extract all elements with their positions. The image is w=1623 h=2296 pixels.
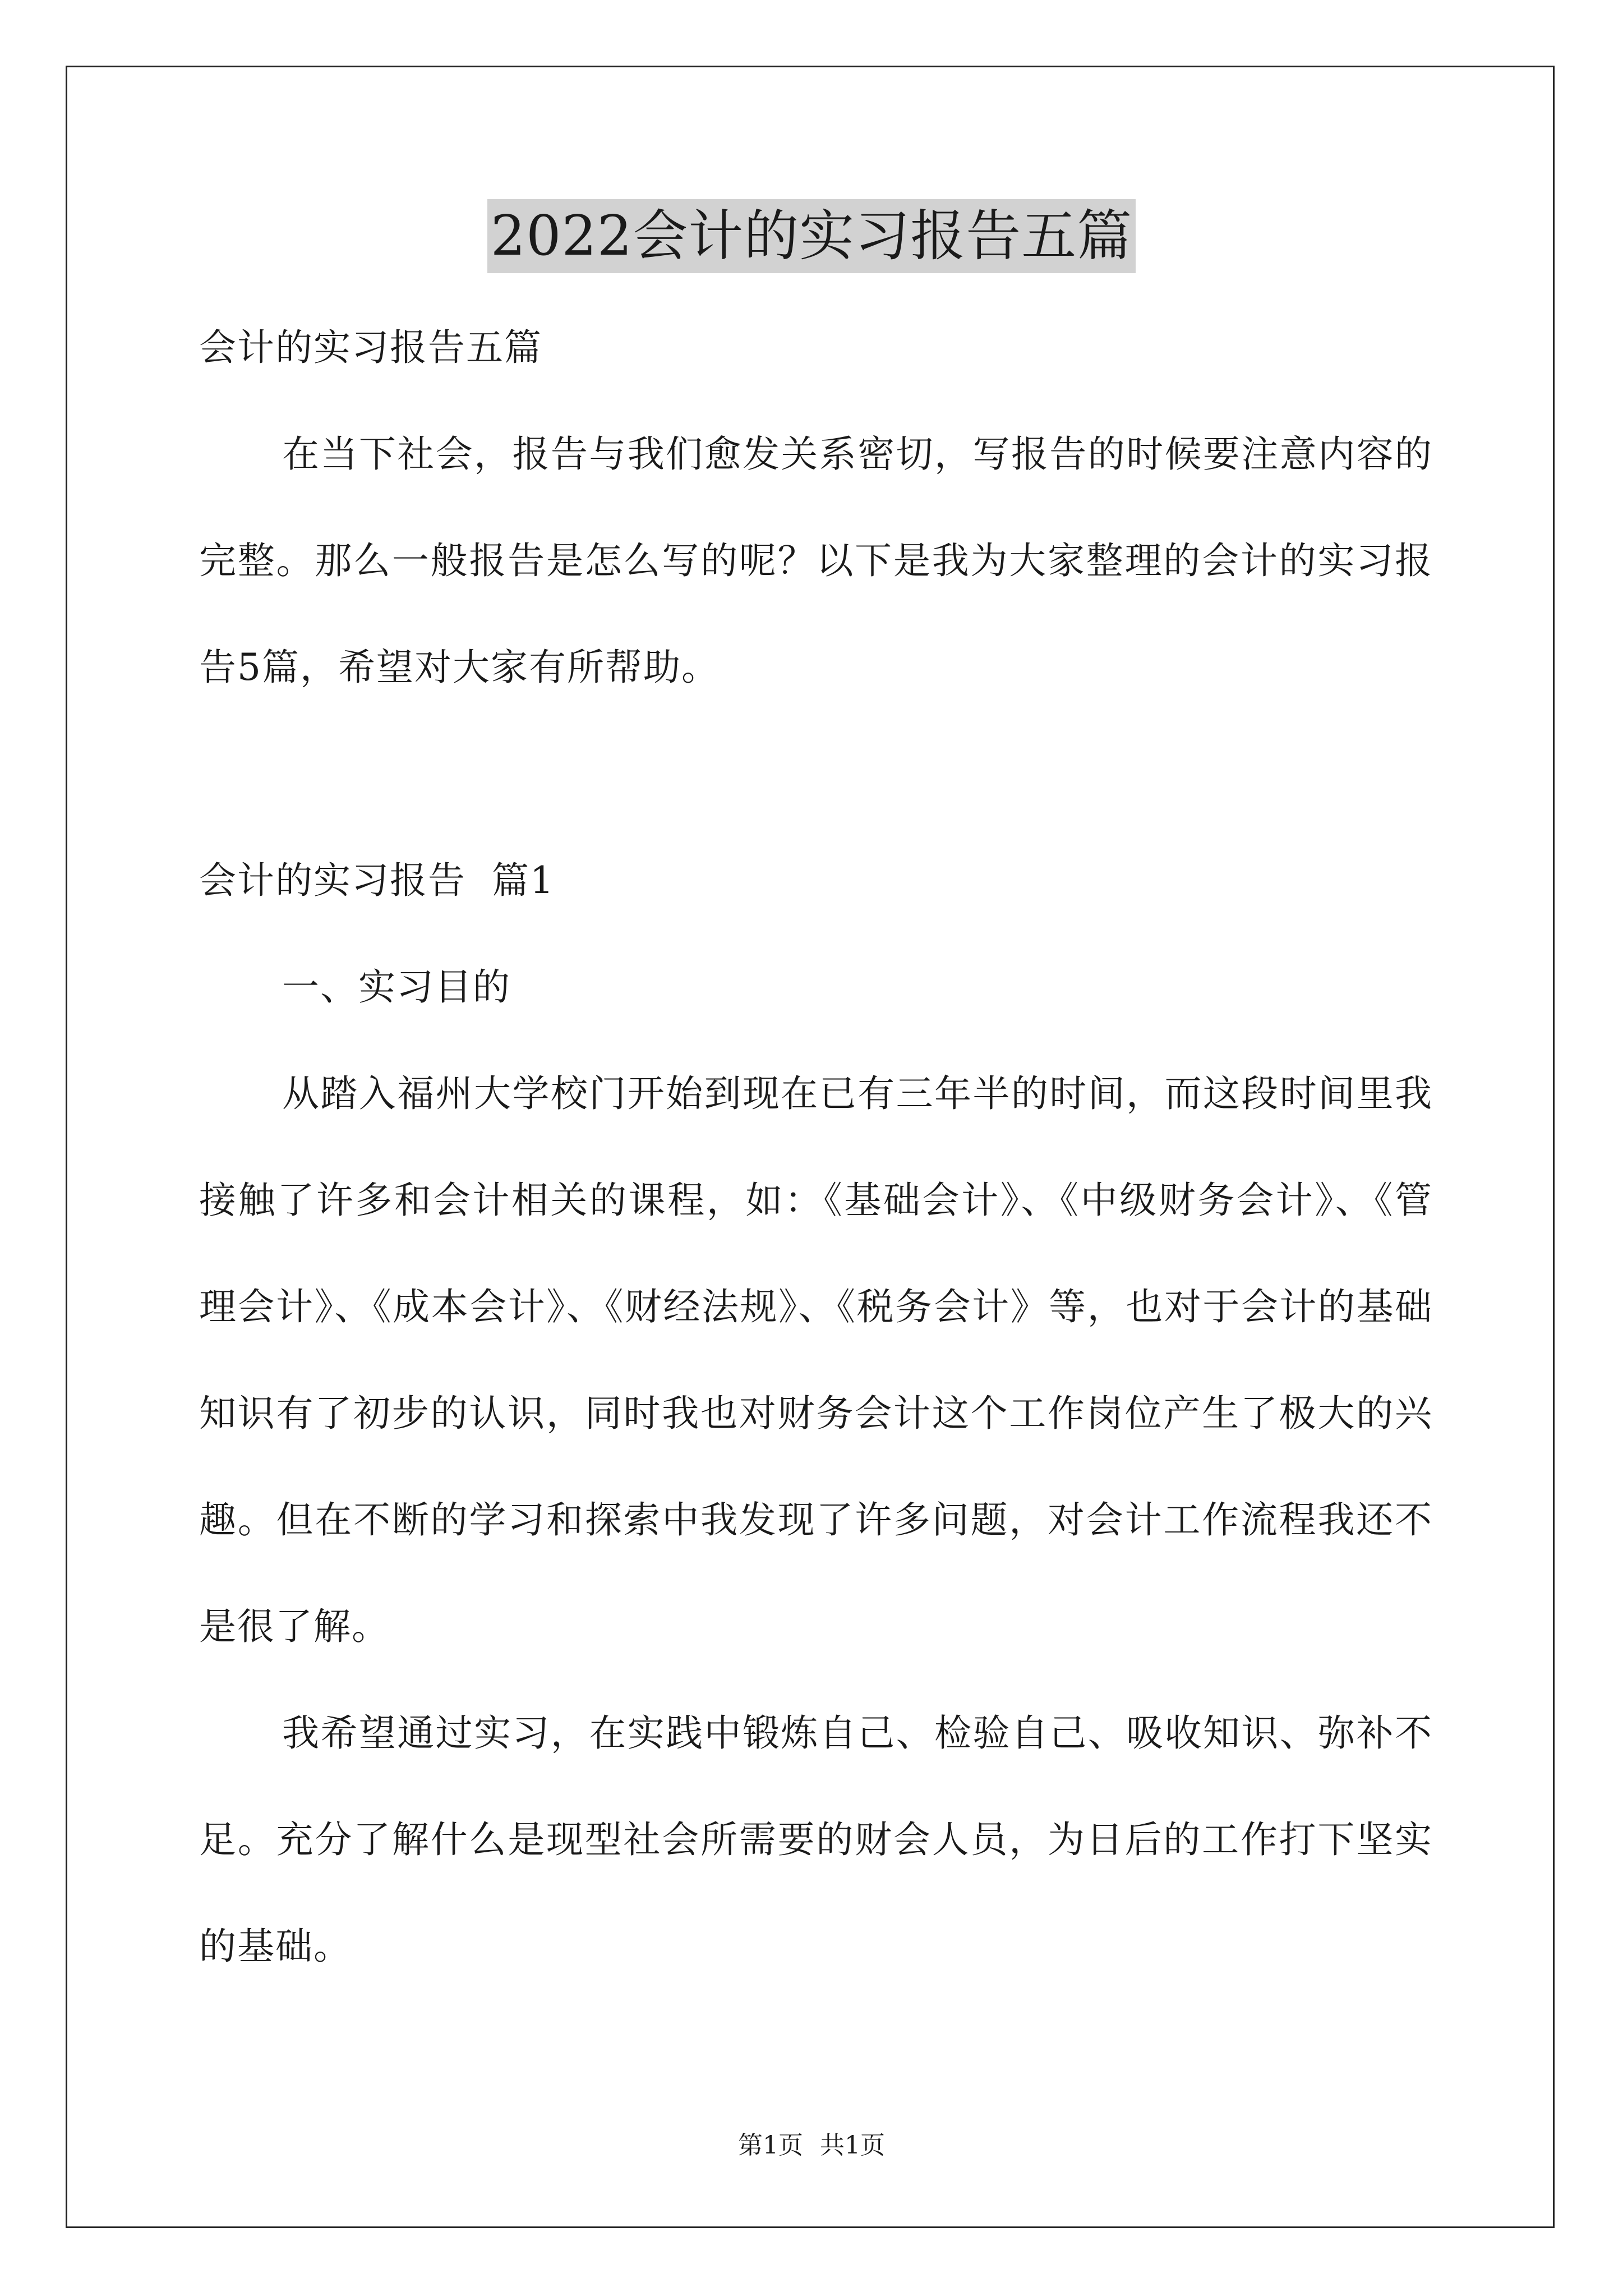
document-title: 2022会计的实习报告五篇	[487, 199, 1136, 273]
section-spacer	[199, 721, 1433, 827]
page-footer	[0, 2129, 1623, 2162]
body-paragraph: 从踏入福州大学校门开始到现在已有三年半的时间，而这段时间里我接触了许多和会计相关的课程，如：《基础会计》、《中级财务会计》、《管理会计》、《成本会计》、《财经法规》、《税务会计》等，也对于会计的基础知识有了初步的认识，同时我也对财务会计这个工作岗位产生了极大的兴趣。但在不断的学习和探索中我发现了许多问题，对会计工作流程我还不是很了解。	[199, 1072, 1433, 1648]
title-container	[0, 199, 1623, 273]
body-paragraph: 我希望通过实习，在实践中锻炼自己、检验自己、吸收知识、弥补不足。充分了解什么是现型社会所需要的财会人员，为日后的工作打下坚实的基础。	[199, 1711, 1433, 1968]
subsection-heading: 一、实习目的	[282, 965, 511, 1009]
intro-paragraph: 在当下社会，报告与我们愈发关系密切，写报告的时候要注意内容的完整。那么一般报告是怎么写的呢？以下是我为大家整理的会计的实习报告5篇，希望对大家有所帮助。	[199, 432, 1433, 689]
section-heading: 会计的实习报告 篇1	[199, 859, 555, 902]
page-number: 第1页	[738, 2131, 803, 2160]
document-subtitle: 会计的实习报告五篇	[199, 326, 542, 369]
document-body	[199, 295, 1433, 2000]
page-total: 共1页	[820, 2131, 885, 2160]
